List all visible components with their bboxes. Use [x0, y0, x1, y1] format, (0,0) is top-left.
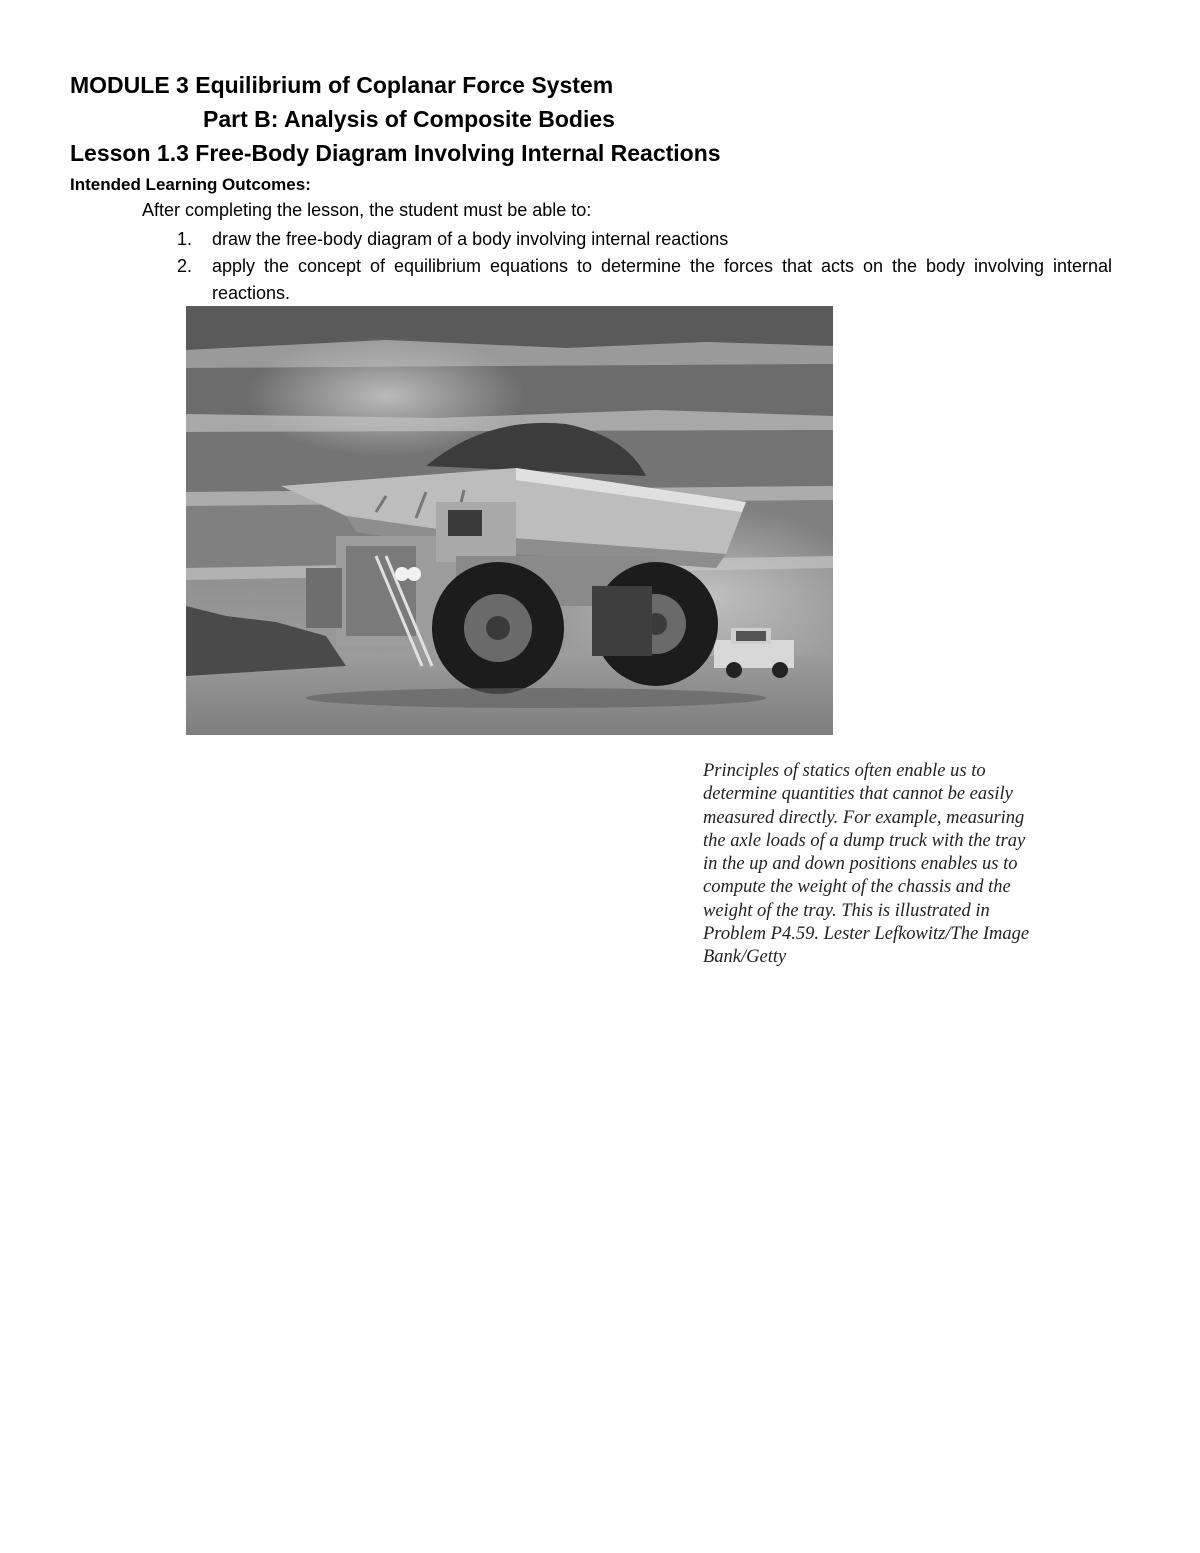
learning-outcomes-heading: Intended Learning Outcomes: — [70, 175, 311, 194]
lesson-title: Lesson 1.3 Free-Body Diagram Involving Internal Reactions — [70, 140, 721, 166]
photo-caption: Principles of statics often enable us to determine quantities that cannot be easily measured directly. For example, measuring the axle loads of a dump truck with the tray in the up and down positions enables us to compute the weight of the chassis and the weight of the tray. This is illustrated in Problem P4.59. Lester Lefkowitz/The Image Bank/Getty — [703, 761, 1030, 968]
list-item-text: apply the concept of equilibrium equations to determine the forces that acts on the body involving internal reactions. — [212, 256, 1112, 303]
learning-outcomes-list — [177, 226, 1112, 307]
learning-outcomes-intro: After completing the lesson, the student must be able to: — [142, 200, 592, 220]
list-item-number: 2. — [177, 256, 193, 276]
part-title: Part B: Analysis of Composite Bodies — [203, 106, 615, 132]
list-item — [177, 226, 1112, 253]
list-item-text: draw the free-body diagram of a body involving internal reactions — [212, 229, 729, 249]
dump-truck-photo — [186, 306, 833, 735]
list-item-number: 1. — [177, 229, 193, 249]
list-item — [177, 253, 1112, 307]
module-title: MODULE 3 Equilibrium of Coplanar Force System — [70, 72, 614, 98]
